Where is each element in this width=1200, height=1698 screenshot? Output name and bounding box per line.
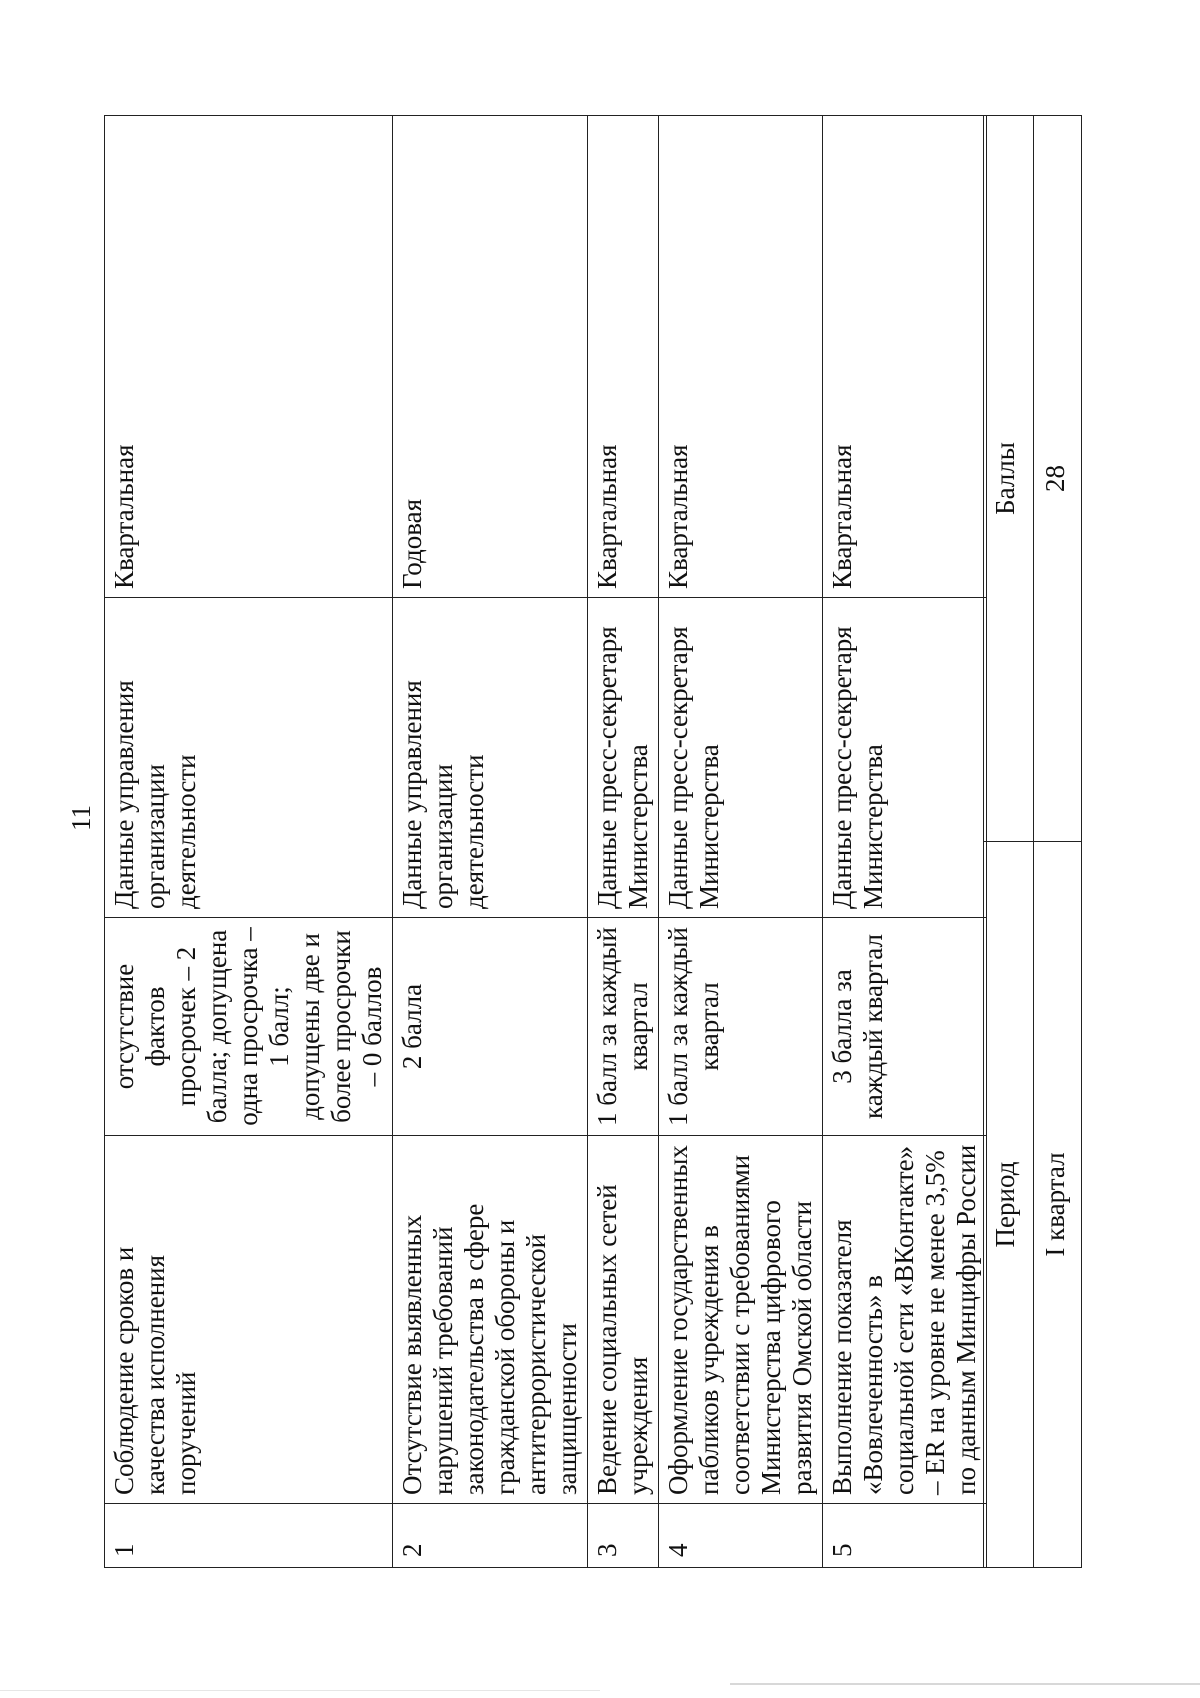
- points-cell: отсутствие фактов просрочек – 2 балла; допущена одна просрочка – 1 балл; допущены две и более просрочки – 0 баллов: [105, 918, 393, 1136]
- row-number: 3: [588, 1504, 659, 1568]
- criterion-cell: Соблюдение сроков и качества исполнения поручений: [105, 1136, 393, 1504]
- table-row: [105, 116, 393, 1568]
- period-value: I квартал: [1034, 842, 1082, 1568]
- criterion-cell: Ведение социальных сетей учреждения: [588, 1136, 659, 1504]
- source-cell: Данные пресс-секретаря Министерства: [588, 598, 659, 918]
- table-row: [823, 116, 987, 1568]
- points-cell: 2 балла: [393, 918, 588, 1136]
- row-number: 1: [105, 1504, 393, 1568]
- summary-header-row: [984, 116, 1034, 1568]
- row-number: 5: [823, 1504, 987, 1568]
- points-cell: 1 балл за каждый квартал: [588, 918, 659, 1136]
- row-number: 2: [393, 1504, 588, 1568]
- source-cell: Данные пресс-секретаря Министерства: [823, 598, 987, 918]
- summary-table: [983, 115, 1082, 1568]
- table-row: [393, 116, 588, 1568]
- periodicity-cell: Квартальная: [659, 116, 823, 598]
- periodicity-cell: Годовая: [393, 116, 588, 598]
- row-number: 4: [659, 1504, 823, 1568]
- scan-artifact-line: [730, 1683, 1200, 1685]
- criterion-cell: Оформление государственных пабликов учреждения в соответствии с требованиями Министерства цифрового развития Омской области: [659, 1136, 823, 1504]
- points-cell: 1 балл за каждый квартал: [659, 918, 823, 1136]
- page-number: 11: [66, 805, 96, 831]
- periodicity-cell: Квартальная: [105, 116, 393, 598]
- periodicity-cell: Квартальная: [823, 116, 987, 598]
- period-header: Период: [984, 842, 1034, 1568]
- table-row: [659, 116, 823, 1568]
- criteria-table: [104, 115, 987, 1568]
- summary-data-row: [1034, 116, 1082, 1568]
- points-cell: 3 балла за каждый квартал: [823, 918, 987, 1136]
- points-value: 28: [1034, 116, 1082, 842]
- scan-artifact-line: [0, 1690, 600, 1691]
- points-header: Баллы: [984, 116, 1034, 842]
- source-cell: Данные управления организации деятельности: [105, 598, 393, 918]
- table-row: [588, 116, 659, 1568]
- periodicity-cell: Квартальная: [588, 116, 659, 598]
- source-cell: Данные управления организации деятельности: [393, 598, 588, 918]
- source-cell: Данные пресс-секретаря Министерства: [659, 598, 823, 918]
- criterion-cell: Выполнение показателя «Вовлеченность» в социальной сети «ВКонтакте» – ER на уровне не менее 3,5% по данным Минцифры России: [823, 1136, 987, 1504]
- criterion-cell: Отсутствие выявленных нарушений требований законодательства в сфере гражданской обороны и антитеррористической защищенности: [393, 1136, 588, 1504]
